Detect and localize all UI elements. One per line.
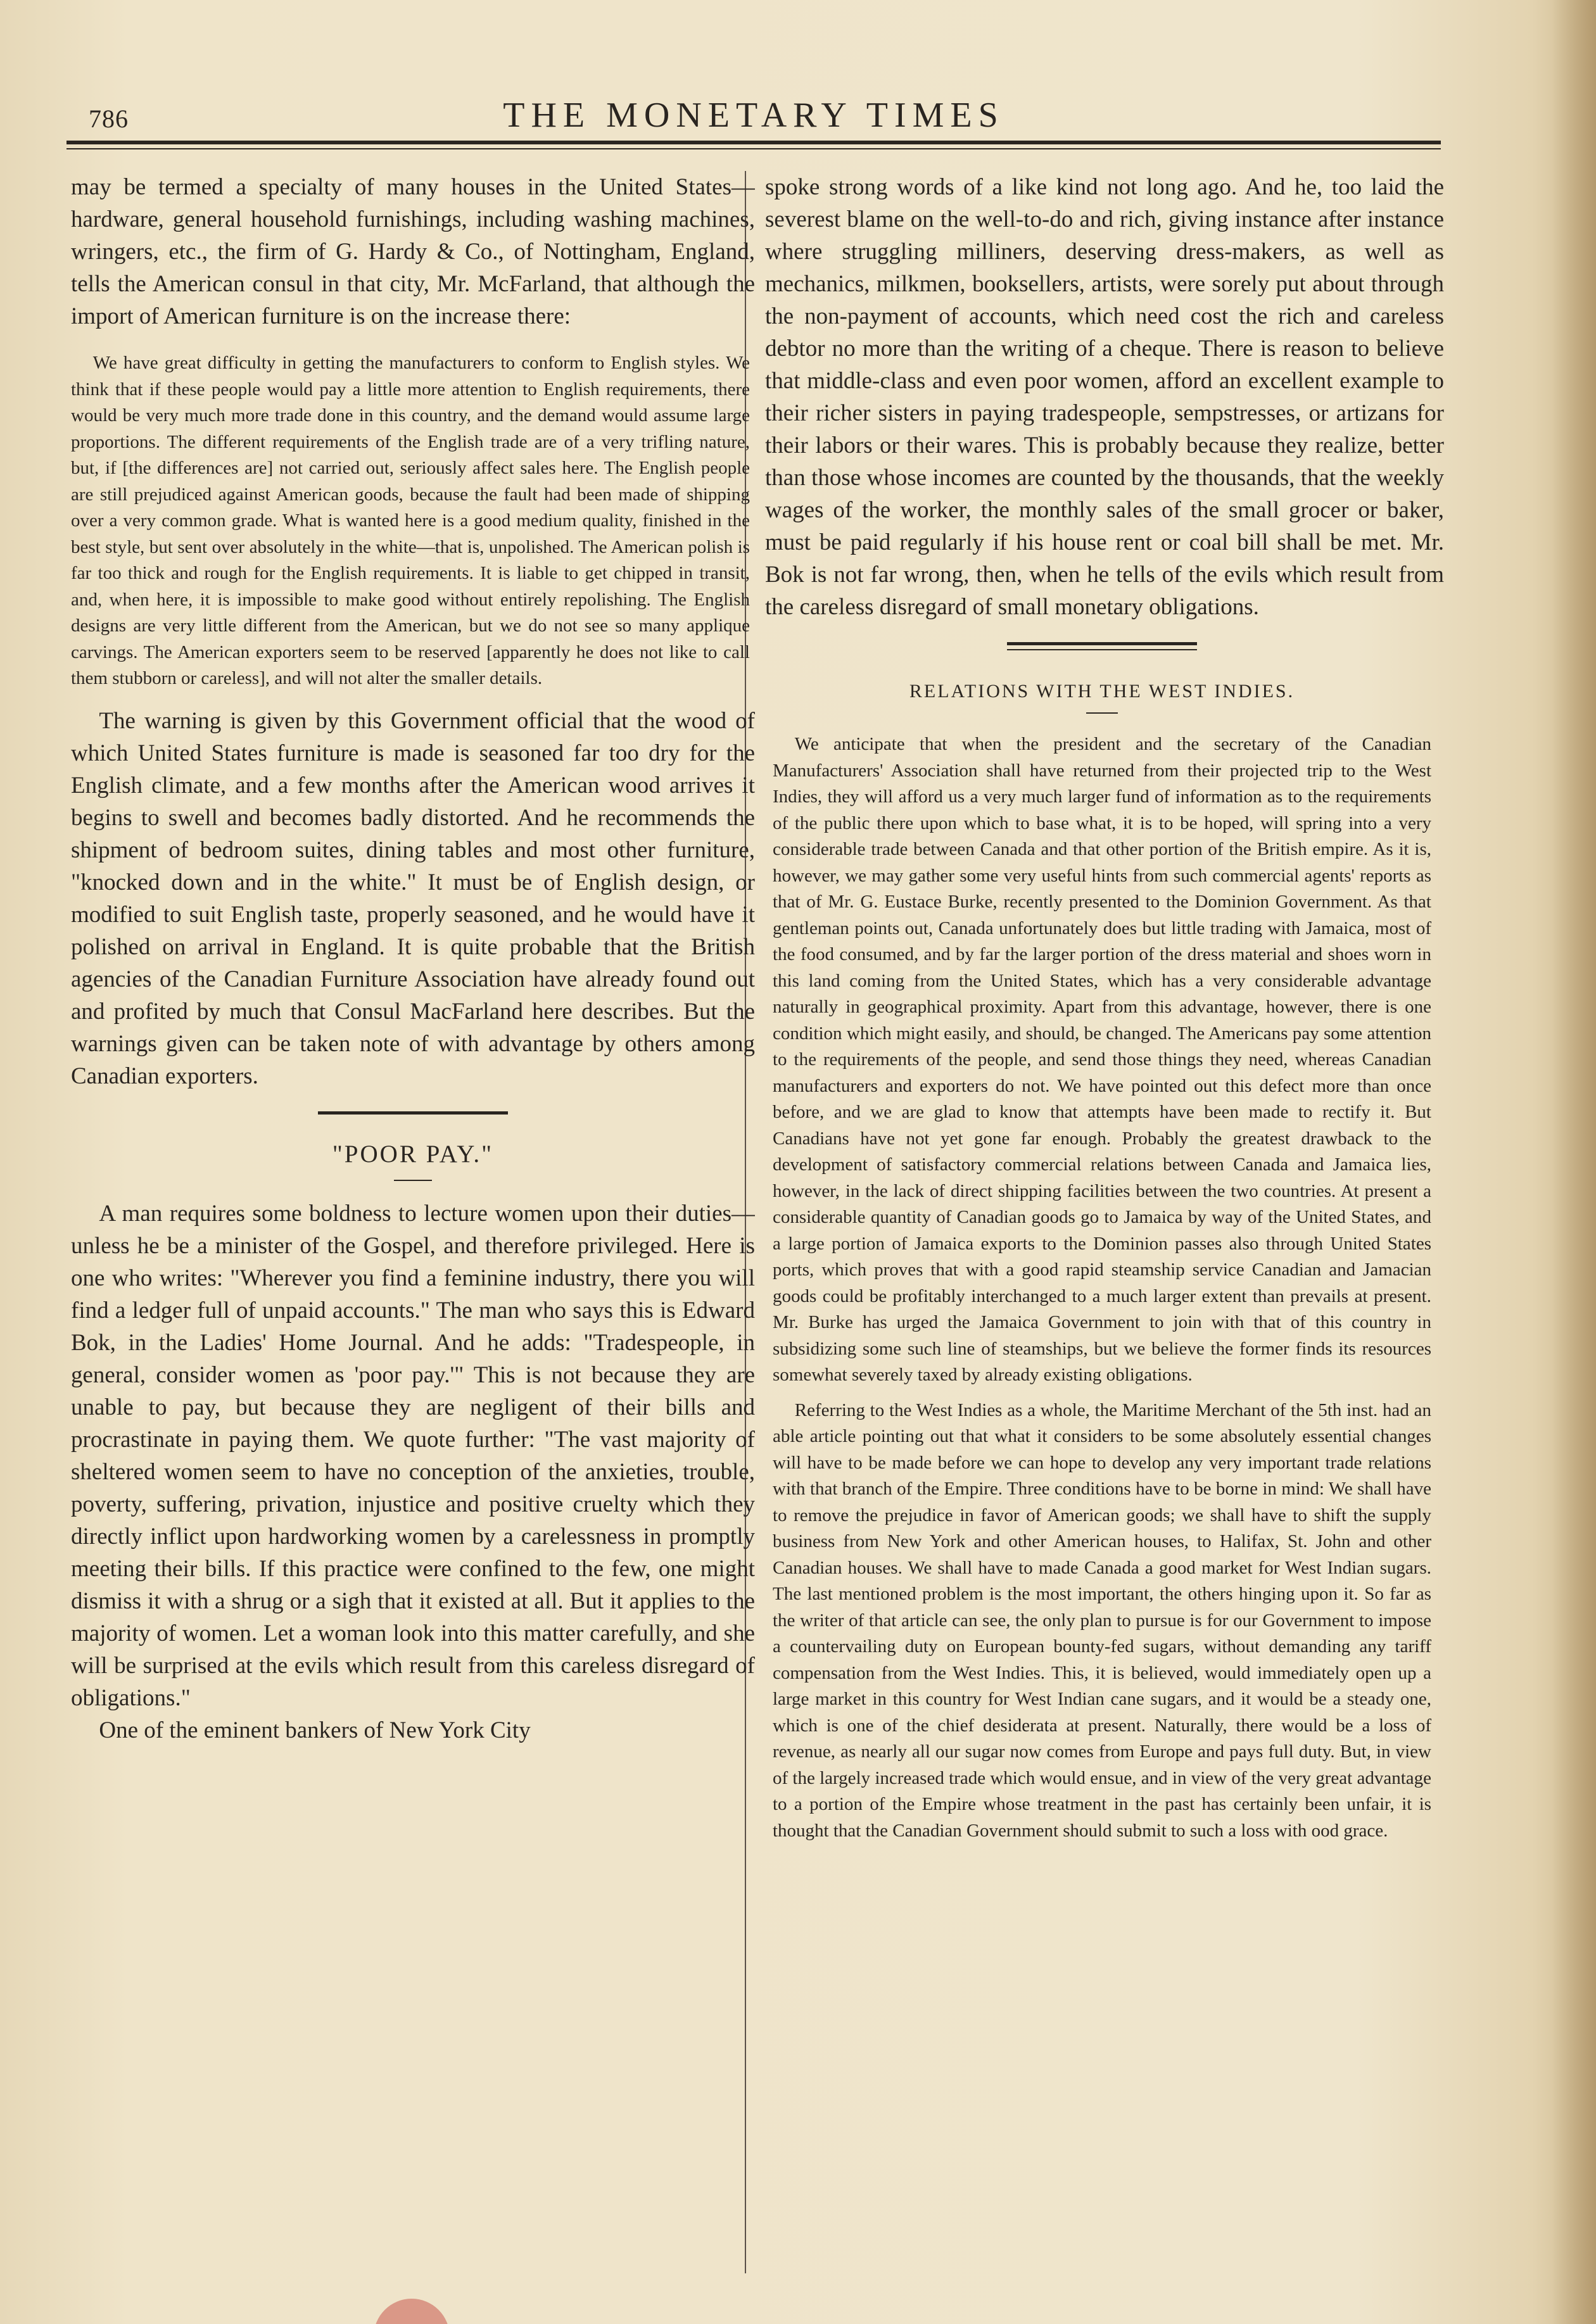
- left-column: [71, 171, 755, 2280]
- section-divider-rule: [318, 1111, 508, 1115]
- west-indies-paragraph: Referring to the West Indies as a whole, the Maritime Merchant of the 5th inst. had an able article pointing out that what it considers to be some absolutely essential changes will have to be made before we can hope to develop any very important trade relations with that branch of the Empire. Three conditions have to be borne in mind: We shall have to remove the prejudice in favor of American goods; we shall have to shift the supply business from New York and other American houses, to Halifax, St. John and other Canadian houses. We shall have to made Canada a good market for West Indian sugars. The last mentioned problem is the most important, the others hinging upon it. So far as the writer of that article can see, the only plan to pursue is for our Government to impose a countervailing duty on European bounty-fed sugars, without demanding any tariff compensation from the West Indies. This, it is believed, would immediately open up a large market in this country for West Indian cane sugars, and it would be a steady one, which is one of the chief desiderata at present. Naturally, there would be a loss of revenue, as nearly all our sugar now comes from Europe and pays full duty. But, in view of the largely increased trade which would ensue, and in view of the very great advantage to a portion of the Empire whose treatment in the past has certainly been unfair, it is thought that the Canadian Government should submit to such a loss with ood grace.: [773, 1399, 1431, 1841]
- poor-pay-paragraph: A man requires some boldness to lecture women upon their duties—unless he be a minister of the Gospel, and therefore privileged. Here is one who writes: "Wherever you find a feminine industry, there you will find a ledger full of unpaid accounts." The man who says this is Edward Bok, in the Ladies' Home Journal. And he adds: "Tradespeople, in general, consider women as 'poor pay.'" This is not because they are unable to pay, but because they are negligent of their bills and procrastinate in paying them. We quote further: "The vast majority of sheltered women seem to have no conception of the anxieties, trouble, poverty, suffering, privation, injustice and positive cruelty which they directly inflict upon hardworking women by a carelessness in promptly meeting their bills. If this practice were confined to the few, one might dismiss it with a shrug or a sigh that it existed at all. But it applies to the majority of women. Let a woman look into this matter carefully, and she will be surprised at the evils which result from this careless disregard of obligations.": [71, 1200, 755, 1711]
- poor-pay-article: [71, 1197, 755, 1746]
- masthead-title: THE MONETARY TIMES: [503, 96, 1004, 135]
- page-number: 786: [89, 104, 129, 133]
- west-indies-article: [760, 731, 1444, 1844]
- page-header: [66, 95, 1441, 139]
- poor-pay-heading: "POOR PAY.": [332, 1140, 494, 1168]
- section-divider-rule-thin: [1007, 649, 1197, 650]
- west-indies-paragraph: We anticipate that when the president and the secretary of the Canadian Manufacturers' Association shall have returned from their projected trip to the West Indies, they will afford us a very much larger fund of information as to the requirements of the public there upon which to base what, it is to be hoped, will spring into a very considerable trade between Canada and that other portion of the British empire. As it is, however, we may gather some very useful hints from such commercial agents' reports as that of Mr. G. Eustace Burke, recently presented to the Dominion Government. As that gentleman points out, Canada unfortunately does but little trading with Jamaica, most of the food consumed, and by far the larger portion of the dress material and shoes worn in this land coming from the United States, which has a very considerable advantage naturally in geographical proximity. Apart from this advantage, however, there is one condition which might easily, and should, be changed. The Americans pay some attention to the requirements of the people, and send those things they need, whereas Canadian manufacturers and exporters do not. We have pointed out this defect more than once before, and we are glad to know that attempts have been made to rectify it. But Canadians have not yet gone far enough. Probably the greatest drawback to the development of satisfactory commercial relations between Canada and Jamaica lies, however, in the lack of direct shipping facilities between the two countries. At present a considerable quantity of Canadian goods go to Jamaica by way of the United States, and a large portion of Jamaica exports to the Dominion passes also through United States ports, which proves that with a good rapid steamship service Canadian and Jamacian goods could be profitably interchanged to a much larger extent than prevails at present. Mr. Burke has urged the Jamaica Government to join with that of this country in subsidizing some such line of steamships, but we believe the former finds its resources somewhat severely taxed by already existing obligations.: [773, 734, 1431, 1385]
- heading-dash: [394, 1180, 432, 1181]
- section-divider-rule: [1007, 642, 1197, 645]
- header-rule-thick: [66, 141, 1441, 144]
- header-rule-thin: [66, 148, 1441, 149]
- heading-dash: [1086, 712, 1118, 714]
- poor-pay-paragraph: One of the eminent bankers of New York City: [99, 1717, 531, 1743]
- page-edge-shadow: [1552, 0, 1596, 2324]
- furniture-intro-paragraph: may be termed a specialty of many houses in the United States—hardware, general household furnishings, including washing machines, wringers, etc., the firm of G. Hardy & Co., of Nottingham, England, tells the American consul in that city, Mr. McFarland, that although the import of American furniture is on the increase there:: [71, 174, 755, 329]
- poor-pay-continuation-paragraph: spoke strong words of a like kind not long ago. And he, too laid the severest blame on the well-to-do and rich, giving instance after instance where struggling milliners, deserving dress-makers, as well as mechanics, milkmen, booksellers, artists, were sorely put about through the non-payment of accounts, which need cost the rich and careless debtor no more than the writing of a cheque. There is reason to believe that middle-class and even poor women, afford an excellent example to their richer sisters in paying tradespeople, sempstresses, or artizans for their labors or their wares. This is probably because they realize, better than those whose incomes are counted by the thousands, that the weekly wages of the worker, the monthly sales of the small grocer or baker, must be paid regularly if his house rent or coal bill shall be met. Mr. Bok is not far wrong, then, when he tells of the evils which result from the careless disregard of small monetary obligations.: [765, 174, 1444, 620]
- paper-stain: [374, 2299, 450, 2324]
- right-column: [760, 171, 1444, 2280]
- warning-paragraph: The warning is given by this Government official that the wood of which United States furniture is made is seasoned far too dry for the English climate, and a few months after the American wood arrives it begins to swell and becomes badly distorted. And he recommends the shipment of bedroom suites, dining tables and most other furniture, "knocked down and in the white." It must be of English design, or modified to suit English taste, properly seasoned, and he would have it polished on arrival in England. It is quite probable that the British agencies of the Canadian Furniture Association have already found out and profited by much that Consul MacFarland here describes. But the warnings given can be taken note of with advantage by others among Canadian exporters.: [71, 707, 755, 1089]
- consul-quote: We have great difficulty in getting the manufacturers to conform to English styles. We think that if these people would pay a little more attention to English requirements, there would be very much more trade done in this country, and the demand would assume large proportions. The different requirements of the English trade are of a very trifling nature, but, if [the differences are] not carried out, seriously affect sales here. The English people are still prejudiced against American goods, because the fault had been made of shipping over a very common grade. What is wanted here is a good medium quality, finished in the best style, but sent over absolutely in the white—that is, unpolished. The American polish is far too thick and rough for the English requirements. It is liable to get chipped in transit, and, when here, it is impossible to make good without entirely repolishing. The English designs are very little different from the American, but we do not see so many applique carvings. The American exporters seem to be reserved [apparently he does not like to call them stubborn or careless], and will not alter the smaller details.: [71, 353, 750, 688]
- west-indies-heading: RELATIONS WITH THE WEST INDIES.: [909, 681, 1295, 702]
